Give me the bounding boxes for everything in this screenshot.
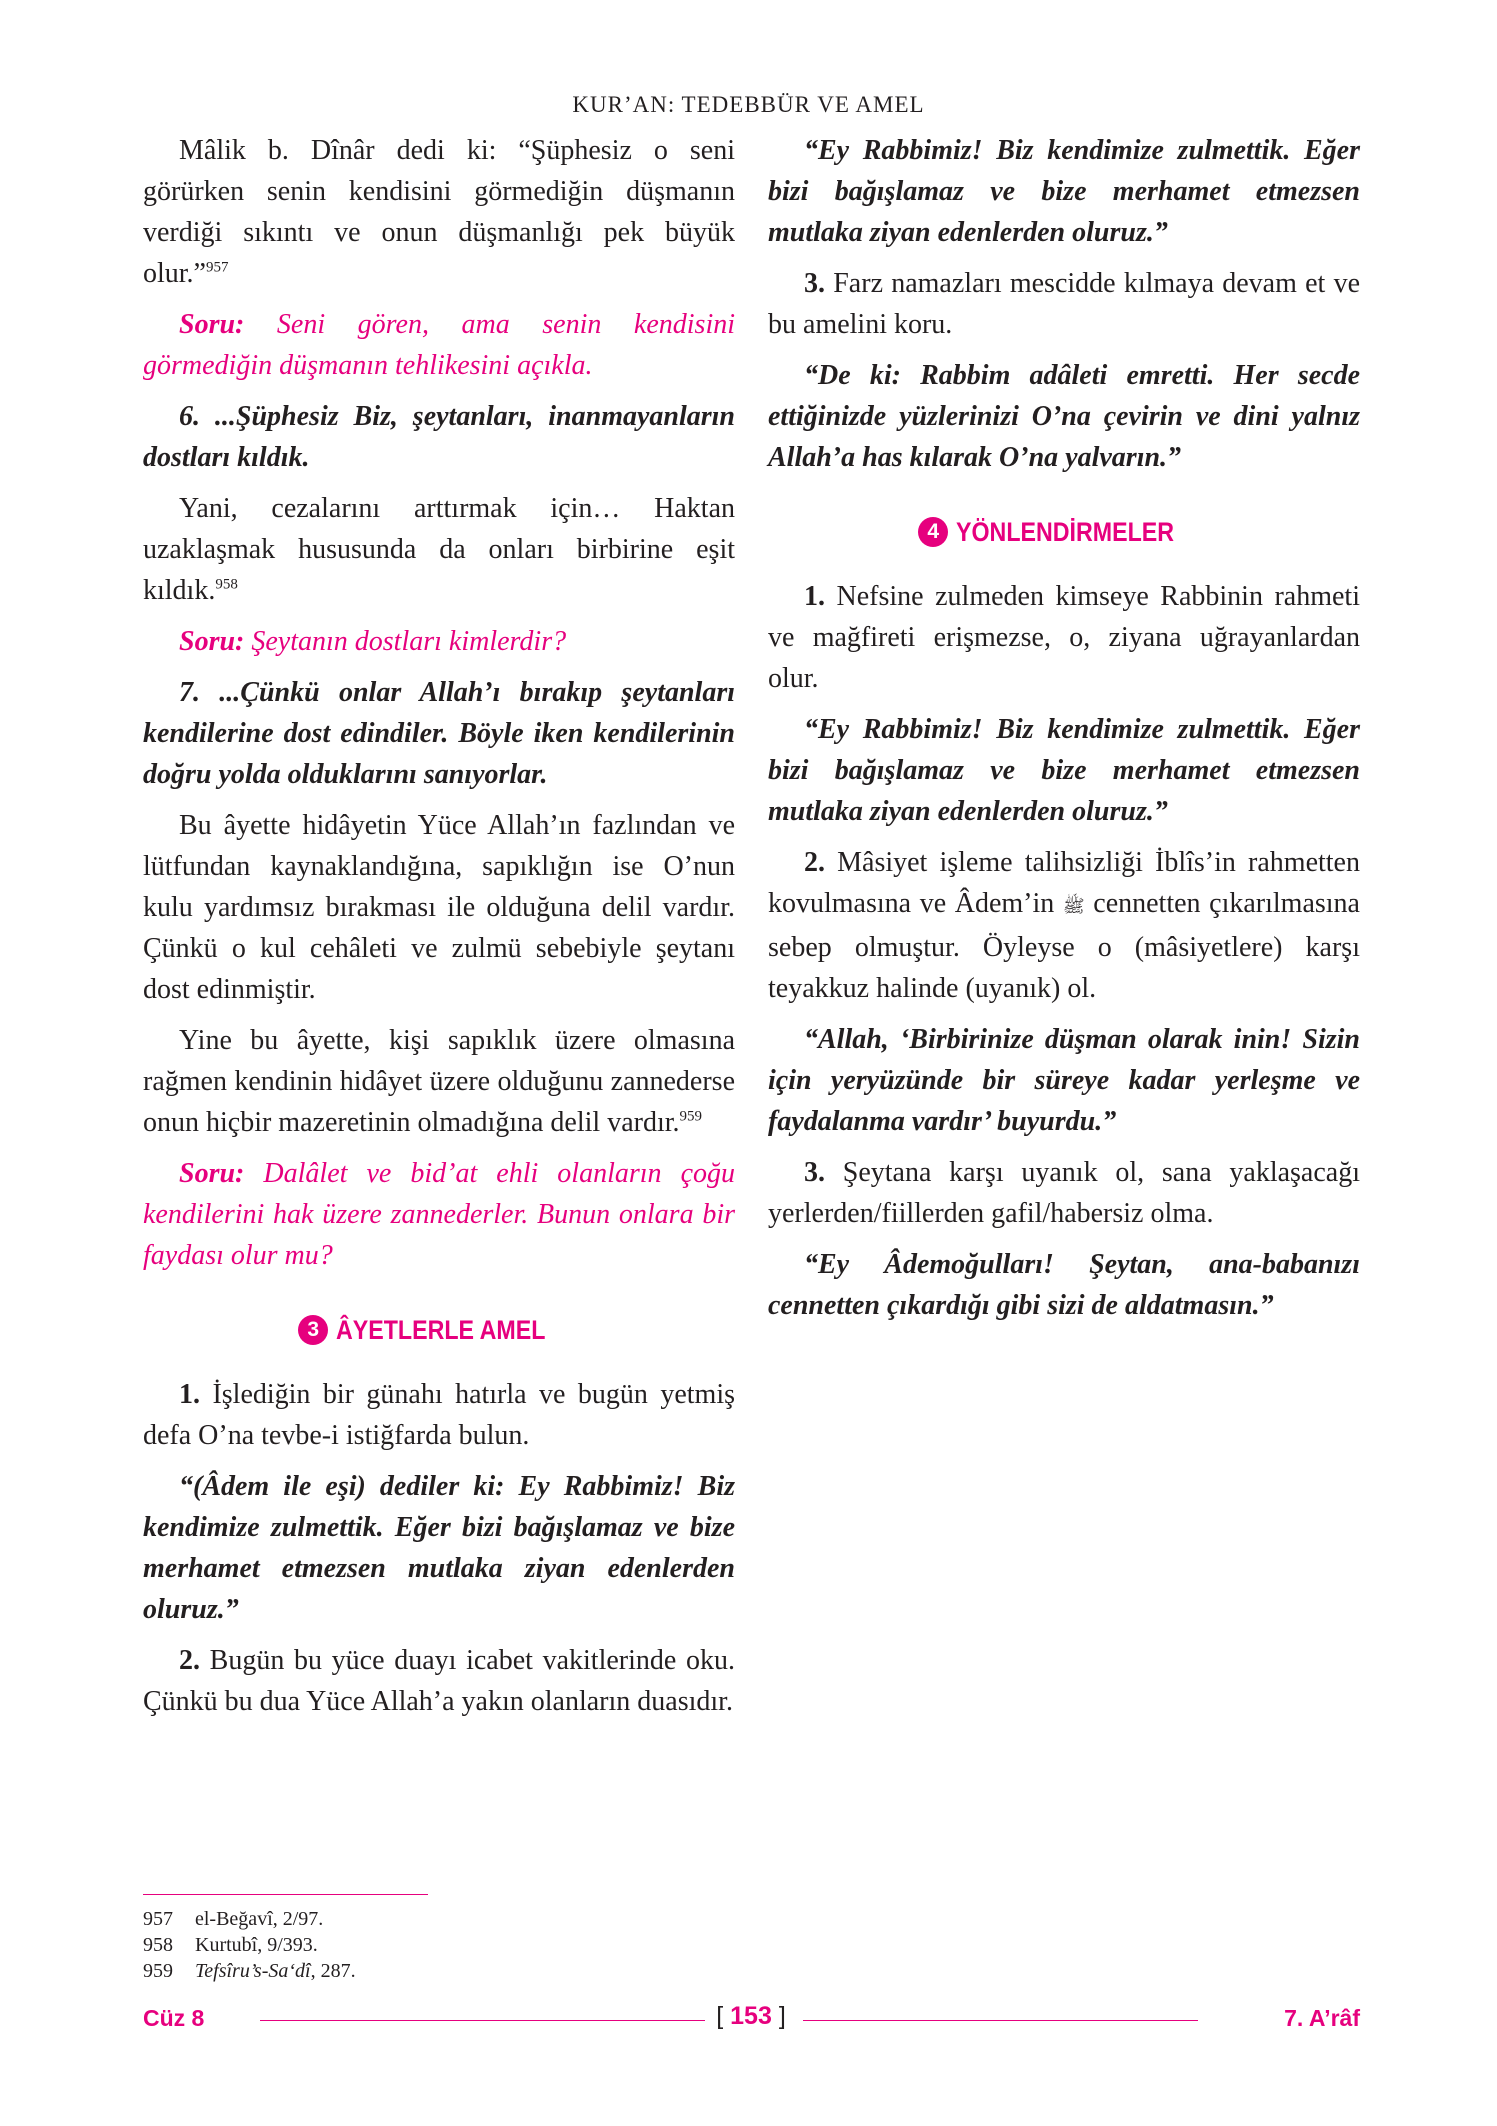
section-heading-yonlendirmeler — [768, 512, 1360, 552]
footnote-text: Kurtubî, 9/393. — [195, 1934, 318, 1956]
honorific-glyph: ﷺ — [1062, 896, 1085, 916]
verse-quote: “Ey Âdemoğulları! Şeytan, ana-babanızı cennetten çıkardığı gibi sizi de aldatmasın.” — [768, 1249, 1360, 1321]
list-item: 1. Nefsine zulmeden kimseye Rabbinin rahmeti ve mağfireti erişmezse, o, ziyana uğrayanlardan olur. — [768, 581, 1360, 694]
paragraph: Bu âyette hidâyetin Yüce Allah’ın fazlından ve lütfundan kaynaklandığına, sapıklığın ise O’nun kulu yardımsız bırakması ile olduğuna delil vardır. Çünkü o kul cehâleti ve zulmü sebebiyle şeytanı dost edinmiştir. — [143, 810, 735, 1005]
page-footer — [143, 2002, 1360, 2037]
verse-quote: “Allah, ‘Birbirinize düşman olarak inin! Sizin için yeryüzünde bir süreye kadar yerleşme ve faydalanma vardır’ buyurdu.” — [768, 1024, 1360, 1137]
footnote-number: 957 — [143, 1908, 173, 1930]
footnotes — [143, 1906, 743, 1984]
footnote-number: 959 — [143, 1960, 173, 1982]
verse-quote: “De ki: Rabbim adâleti emretti. Her secde ettiğinizde yüzlerinizi O’na çevirin ve dini yalnız Allah’a has kılarak O’na yalvarın.” — [768, 360, 1360, 473]
section-title: YÖNLENDİRMELER — [956, 516, 1175, 547]
footnote-divider — [143, 1894, 428, 1895]
section-heading-ayetlerle-amel — [143, 1310, 735, 1350]
footnote — [143, 1932, 743, 1958]
verse-quote: “(Âdem ile eşi) dediler ki: Ey Rabbimiz! Biz kendimize zulmettik. Eğer bizi bağışlamaz ve bize merhamet etmezsen mutlaka ziyan edenlerden oluruz.” — [143, 1471, 735, 1625]
footnote-ref: 959 — [679, 1108, 703, 1125]
paragraph: Mâlik b. Dînâr dedi ki: “Şüphesiz o seni görürken senin kendisini görmediğin düşmanın verdiği sıkıntı ve onun düşmanlığı pek büyük olur.”$^{957}$ — [143, 135, 735, 289]
paragraph: Yine bu âyette, kişi sapıklık üzere olmasına rağmen kendinin hidâyet üzere olduğunu zannederse onun hiçbir mazeretinin olmadığına delil vardır.$^{959}$ — [143, 1025, 735, 1138]
question: Soru: Şeytanın dostları kimlerdir? — [179, 626, 567, 657]
list-item: 1. İşlediğin bir günahı hatırla ve bugün yetmiş defa O’na tevbe-i istiğfarda bulun. — [143, 1379, 735, 1451]
question: Soru: Dalâlet ve bid’at ehli olanların çoğu kendilerini hak üzere zannederler. Bunun onlara bir faydası olur mu? — [143, 1158, 735, 1271]
page-number: [ 153 ] — [716, 2002, 786, 2030]
footnote-number: 958 — [143, 1934, 173, 1956]
footnote-text: el-Beğavî, 2/97. — [195, 1908, 324, 1930]
section-number-badge: 3 — [298, 1315, 328, 1345]
footer-rule-left — [260, 2020, 705, 2021]
footnote-ref: 958 — [215, 576, 238, 593]
verse: 7. ...Çünkü onlar Allah’ı bırakıp şeytanları kendilerine dost edindiler. Böyle iken kendilerinin doğru yolda olduklarını sanıyorlar. — [143, 677, 735, 790]
left-column — [143, 130, 735, 1732]
list-item: 3. Şeytana karşı uyanık ol, sana yaklaşacağı yerlerden/fiillerden gafil/habersiz olma. — [768, 1157, 1360, 1229]
list-item: 3. Farz namazları mescidde kılmaya devam et ve bu amelini koru. — [768, 268, 1360, 340]
footnote-text: Tefsîru’s-Sa‘dî, 287. — [195, 1960, 356, 1982]
footer-surah: 7. A’râf — [1284, 2005, 1360, 2031]
question: Soru: Seni gören, ama senin kendisini görmediğin düşmanın tehlikesini açıkla. — [143, 309, 735, 381]
verse-quote: “Ey Rabbimiz! Biz kendimize zulmettik. Eğer bizi bağışlamaz ve bize merhamet etmezsen mutlaka ziyan edenlerden oluruz.” — [768, 135, 1360, 248]
footer-rule-right — [803, 2020, 1198, 2021]
right-column — [768, 130, 1360, 1336]
verse: 6. ...Şüphesiz Biz, şeytanları, inanmayanların dostları kıldık. — [143, 401, 735, 473]
paragraph: Yani, cezalarını arttırmak için… Haktan uzaklaşmak hususunda da onları birbirine eşit kıldık.$^{958}$ — [143, 493, 735, 606]
list-item: 2. Bugün bu yüce duayı icabet vakitlerinde oku. Çünkü bu dua Yüce Allah’a yakın olanların duasıdır. — [143, 1645, 735, 1717]
footnote-ref: 957 — [206, 259, 229, 276]
section-title: ÂYETLERLE AMEL — [336, 1314, 546, 1345]
footer-juz: Cüz 8 — [143, 2005, 205, 2031]
verse-quote: “Ey Rabbimiz! Biz kendimize zulmettik. Eğer bizi bağışlamaz ve bize merhamet etmezsen mutlaka ziyan edenlerden oluruz.” — [768, 714, 1360, 827]
list-item: 2. Mâsiyet işleme talihsizliği İblîs’in rahmetten kovulmasına ve Âdem’in ﷺ cennetten çıkarılmasına sebep olmuştur. Öyleyse o (mâsiyetlere) karşı teyakkuz halinde (uyanık) ol. — [768, 847, 1360, 1004]
footnote — [143, 1906, 743, 1932]
running-head: KUR’AN: TEDEBBÜR VE AMEL — [572, 92, 925, 117]
footnote — [143, 1958, 743, 1984]
section-number-badge: 4 — [918, 517, 948, 547]
